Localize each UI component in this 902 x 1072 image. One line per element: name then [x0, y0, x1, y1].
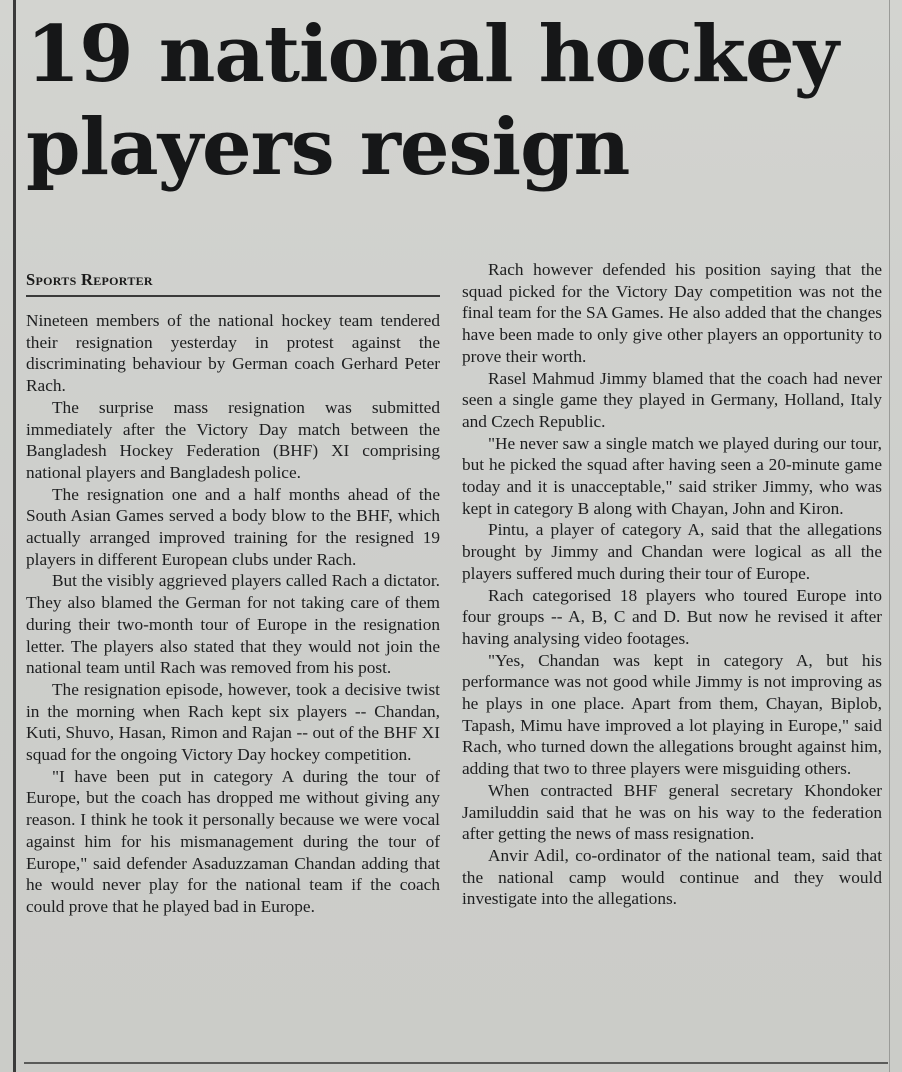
headline: 19 national hockey players resign — [26, 9, 838, 193]
paragraph: When contracted BHF general secretary Khondoker Jamiluddin said that he was on his way to the federation after getting the news of mass resignation. — [462, 780, 882, 844]
left-column-rule — [13, 0, 16, 1072]
paragraph: Rach however defended his position saying that the squad picked for the Victory Day competition was not the final team for the SA Games. He also added that the changes have been made to only give other players an opportunity to prove their worth. — [462, 260, 882, 366]
paragraph: Nineteen members of the national hockey team tendered their resignation yesterday in protest against the discriminating behaviour by German coach Gerhard Peter Rach. — [26, 311, 440, 396]
paragraph: Pintu, a player of category A, said that the allegations brought by Jimmy and Chandan were logical as all the players suffered much during their tour of Europe. — [462, 520, 882, 583]
left-column — [26, 310, 440, 918]
paragraph: Rasel Mahmud Jimmy blamed that the coach had never seen a single game they played in Germany, Holland, Italy and Czech Republic. — [462, 368, 882, 431]
paragraph: The resignation episode, however, took a decisive twist in the morning when Rach kept six players -- Chandan, Kuti, Shuvo, Hasan, Rimon and Rajan -- out of the BHF XI squad for the ongoing Victory Day hockey competition. — [26, 679, 440, 765]
right-edge-rule — [889, 0, 890, 1072]
paragraph: Rach categorised 18 players who toured Europe into four groups -- A, B, C and D. But now he revised it after having analysing video footages. — [462, 585, 882, 648]
byline: Sports Reporter — [26, 270, 153, 289]
paragraph: But the visibly aggrieved players called Rach a dictator. They also blamed the German for not taking care of them during their two-month tour of Europe in the resignation letter. The players also stated that they would not join the national team until Rach was removed from his post. — [26, 571, 440, 678]
bottom-rule — [24, 1062, 888, 1064]
paragraph: "He never saw a single match we played during our tour, but he picked the squad after having seen a 20-minute game today and it is unacceptable," said striker Jimmy, who was kept in category B along with Chayan, John and Kiron. — [462, 433, 882, 518]
paragraph: The resignation one and a half months ahead of the South Asian Games served a body blow to the BHF, which actually arranged improved training for the resigned 19 players in different European clubs under Rach. — [26, 484, 440, 569]
right-column — [462, 259, 882, 910]
paragraph: Anvir Adil, co-ordinator of the national team, said that the national camp would continue and they would investigate into the allegations. — [462, 845, 882, 909]
paragraph: "Yes, Chandan was kept in category A, but his performance was not good while Jimmy is not improving as he plays in one place. Apart from them, Chayan, Biplob, Tapash, Mimu have improved a lot playing in Europe," said Rach, who turned down the allegations brought against him, adding that two to three players were misguiding others. — [462, 650, 882, 779]
paragraph: The surprise mass resignation was submitted immediately after the Victory Day match between the Bangladesh Hockey Federation (BHF) XI comprising national players and Bangladesh police. — [26, 397, 440, 482]
paragraph: "I have been put in category A during the tour of Europe, but the coach has dropped me without giving any reason. I think he took it personally because we were vocal against him for his mismanagement during the tour of Europe," said defender Asaduzzaman Chandan adding that he would never play for the national team if the coach could prove that he played bad in Europe. — [26, 766, 440, 916]
byline-rule — [26, 295, 440, 297]
column-gutter — [450, 262, 451, 1052]
